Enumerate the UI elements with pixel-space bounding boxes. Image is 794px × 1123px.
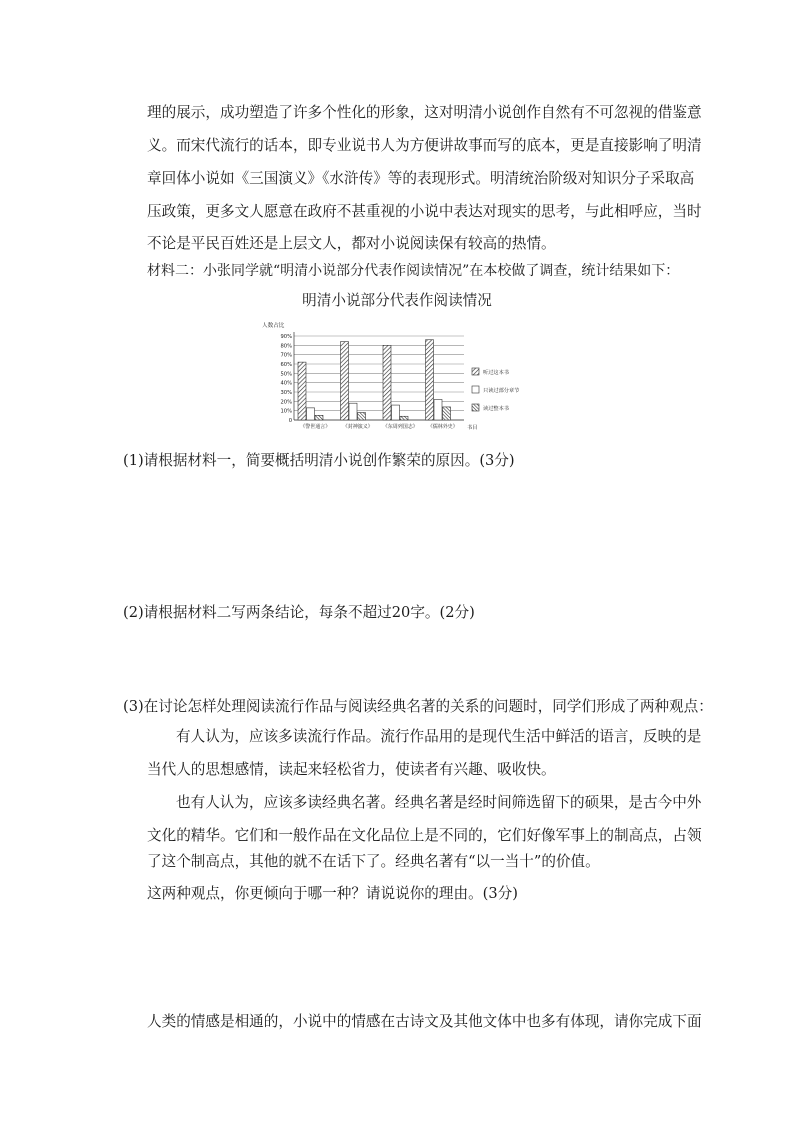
bar [383, 345, 391, 420]
question-3-intro: (3)在讨论怎样处理阅读流行作品与阅读经典名著的关系的问题时，同学们形成了两种观点： [123, 698, 713, 715]
legend-label: 听过这本书 [483, 370, 509, 376]
x-tick-label: 《警世通言》 [300, 424, 331, 430]
x-axis-label: 书目 [467, 425, 478, 431]
y-tick-label: 60% [280, 362, 292, 368]
x-tick-label: 《封神演义》 [342, 424, 373, 430]
bar [392, 405, 400, 420]
question-3-prompt: 这两种观点，你更倾向于哪一种？请说说你的理由。(3分) [147, 885, 518, 902]
passage-line-4: 压政策，更多文人愿意在政府不甚重视的小说中表达对现实的思考，与此相呼应，当时 [147, 203, 702, 220]
bar [434, 399, 442, 420]
bar-chart [258, 318, 558, 436]
y-tick-label: 70% [280, 352, 292, 359]
legend-swatch [472, 368, 479, 375]
x-tick-label: 《儒林外史》 [427, 424, 458, 430]
bar [298, 362, 306, 420]
bar [426, 340, 434, 420]
legend-swatch [472, 404, 479, 411]
y-tick-label: 30% [280, 390, 292, 396]
y-tick-label: 20% [280, 399, 292, 406]
bar [358, 413, 366, 420]
chart-title: 明清小说部分代表作阅读情况 [302, 292, 492, 309]
viewpoint-2-line-2: 文化的精华。它们和一般作品在文化品位上是不同的，它们好像军事上的制高点，占领 [147, 827, 702, 844]
passage-line-1: 理的展示，成功塑造了许多个性化的形象，这对明清小说创作自然有不可忽视的借鉴意 [147, 104, 702, 121]
viewpoint-1-line-2: 当代人的思想感情，读起来轻松省力，使读者有兴趣、吸收快。 [147, 761, 556, 778]
y-axis-label: 人数占比 [262, 323, 285, 329]
x-tick-label: 《东周列国志》 [382, 424, 418, 430]
viewpoint-1-line-1: 有人认为，应该多读流行作品。流行作品用的是现代生活中鲜活的语言，反映的是 [176, 728, 702, 745]
viewpoint-2-line-1: 也有人认为，应该多读经典名著。经典名著是经时间筛选留下的硕果，是古今中外 [176, 794, 702, 811]
y-tick-label: 80% [280, 343, 292, 350]
bar [341, 342, 349, 420]
viewpoint-2-line-3: 了这个制高点，其他的就不在话下了。经典名著有“以一当十”的价值。 [147, 853, 600, 870]
bar [443, 407, 451, 420]
passage-line-3: 章回体小说如《三国演义》《水浒传》等的表现形式。明清统治阶级对知识分子采取高 [147, 170, 695, 187]
legend-label: 只读过部分章节 [483, 388, 520, 394]
material-two-intro: 材料二：小张同学就“明清小说部分代表作阅读情况”在本校做了调查，统计结果如下： [147, 263, 680, 279]
y-tick-label: 40% [280, 380, 292, 387]
y-tick-label: 90% [280, 334, 292, 340]
bar [400, 416, 408, 420]
question-1: (1)请根据材料一，简要概括明清小说创作繁荣的原因。(3分) [123, 452, 515, 469]
bar [349, 403, 357, 420]
next-section-text: 人类的情感是相通的，小说中的情感在古诗文及其他文体中也多有体现，请你完成下面 [147, 1013, 702, 1030]
passage-line-5: 不论是平民百姓还是上层文人，都对小说阅读保有较高的热情。 [147, 235, 556, 252]
question-2: (2)请根据材料二写两条结论，每条不超过20字。(2分) [123, 604, 475, 621]
passage-line-2: 义。而宋代流行的话本，即专业说书人为方便讲故事而写的底本，更是直接影响了明清 [147, 137, 702, 154]
bar [307, 408, 315, 420]
y-tick-label: 10% [280, 408, 292, 415]
y-tick-label: 50% [280, 371, 292, 378]
legend-swatch [472, 386, 479, 393]
legend-label: 读过整本书 [483, 406, 509, 412]
bar [315, 415, 323, 420]
y-tick-label: 0 [288, 418, 292, 424]
